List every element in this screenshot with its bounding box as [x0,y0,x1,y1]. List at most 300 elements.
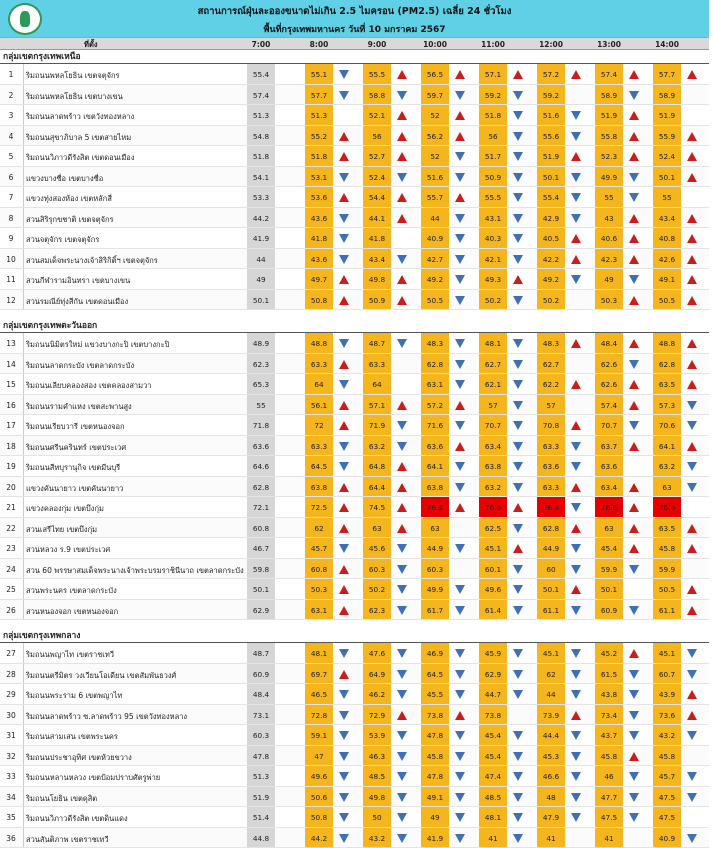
pm25-value: 70.7 [479,415,507,435]
pm25-value: 63.3 [537,436,565,456]
pm25-value: 48.3 [421,333,449,353]
hour-cell [595,228,655,248]
trend-down-icon [629,813,639,822]
pm25-value: 45.2 [595,643,623,663]
hour-cell [305,477,365,497]
trend-down-icon [571,565,581,574]
pm25-value: 73.6 [653,705,681,725]
hour-cell [595,538,655,558]
hour-cell [305,518,365,538]
pm25-value: 51.9 [595,105,623,125]
hour-cell [421,105,481,125]
trend-down-icon [513,690,523,699]
hour-cell [479,105,539,125]
hour-cell [363,436,423,456]
hour-cell [421,187,481,207]
hour-cell [479,456,539,476]
trend-down-icon [629,731,639,740]
station-row [0,497,709,518]
hour-cell [421,579,481,599]
trend-down-icon [339,752,349,761]
hour-cell [479,643,539,663]
trend-up-icon [629,752,639,761]
hour-cell [537,126,597,146]
pm25-value: 51.3 [305,105,333,125]
hour-cell [537,477,597,497]
hour-cell [421,600,481,620]
hour-cell [247,228,307,248]
station-row [0,436,709,457]
pm25-value: 51.8 [479,105,507,125]
trend-up-icon [629,503,639,512]
trend-up-icon [629,132,639,141]
hour-cell [305,664,365,684]
trend-down-icon [513,834,523,843]
pm25-value: 49.6 [479,579,507,599]
trend-down-icon [571,462,581,471]
trend-down-icon [571,173,581,182]
hour-cell [305,456,365,476]
station-name: ริมถนนนิมิตรใหม่ แขวงบางกะปิ เขตบางกะปิ [23,333,243,353]
hour-cell [595,807,655,827]
hour-cell [363,333,423,353]
pm25-value: 59.9 [595,559,623,579]
pm25-value: 62.2 [537,374,565,394]
hour-cell [305,807,365,827]
pm25-value: 42.7 [421,249,449,269]
pm25-value: 57.4 [247,85,275,105]
trend-down-icon [513,752,523,761]
hour-cell [479,333,539,353]
pm25-value: 70.7 [595,415,623,435]
trend-up-icon [629,544,639,553]
trend-down-icon [571,442,581,451]
hour-cell [479,228,539,248]
pm25-value: 49.8 [363,787,391,807]
hour-cell [363,208,423,228]
trend-down-icon [455,421,465,430]
trend-down-icon [513,401,523,410]
hour-cell [421,290,481,310]
trend-up-icon [339,275,349,284]
trend-down-icon [455,731,465,740]
trend-down-icon [397,731,407,740]
trend-up-icon [455,111,465,120]
pm25-value: 49.3 [479,269,507,289]
pm25-value: 43.9 [653,684,681,704]
trend-down-icon [455,772,465,781]
pm25-value: 76.6 [595,497,623,517]
pm25-value: 57.7 [653,64,681,84]
trend-down-icon [397,421,407,430]
trend-down-icon [455,649,465,658]
trend-down-icon [629,606,639,615]
hour-column-header: 9:00 [347,40,407,49]
pm25-value: 51.8 [305,146,333,166]
pm25-value: 47 [305,746,333,766]
pm25-value: 62.7 [479,354,507,374]
group-title: กลุ่มเขตกรุงเทพเหนือ [0,50,709,64]
trend-down-icon [397,752,407,761]
hour-cell [479,354,539,374]
station-number: 8 [0,214,22,223]
station-name: ริมถนนประชาอุทิศ เขตห้วยขวาง [23,746,243,766]
trend-down-icon [397,339,407,348]
hour-cell [537,187,597,207]
pm25-value: 49.7 [305,269,333,289]
hour-cell [537,436,597,456]
hour-cell [653,105,713,125]
hour-cell [537,228,597,248]
pm25-value: 60 [537,559,565,579]
station-row [0,415,709,436]
station-number: 33 [0,772,22,781]
pm25-value: 51.9 [537,146,565,166]
hour-cell [653,643,713,663]
pm25-value: 48.7 [363,333,391,353]
station-number: 2 [0,91,22,100]
pm25-value: 50.9 [363,290,391,310]
station-name: ริมถนนสุขาภิบาล 5 เขตสายไหม [23,126,243,146]
pm25-value: 63.4 [479,436,507,456]
pm25-value: 47.8 [421,725,449,745]
trend-up-icon [571,421,581,430]
pm25-value: 50.9 [479,167,507,187]
pm25-value: 41.9 [421,828,449,848]
hour-cell [247,126,307,146]
hour-cell [479,766,539,786]
hour-cell [479,415,539,435]
trend-down-icon [397,606,407,615]
trend-down-icon [513,442,523,451]
pm25-value: 45.8 [595,746,623,766]
hour-cell [363,559,423,579]
pm25-value: 49.2 [537,269,565,289]
pm25-value: 49.8 [363,269,391,289]
hour-cell [479,477,539,497]
trend-up-icon [571,255,581,264]
trend-up-icon [339,503,349,512]
hour-cell [247,684,307,704]
pm25-value: 60.1 [479,559,507,579]
trend-down-icon [687,834,697,843]
hour-cell [595,828,655,848]
hour-cell [363,85,423,105]
station-name: ริมถนนโยธิน เขตดุสิต [23,787,243,807]
hour-cell [363,269,423,289]
pm25-value: 49.9 [595,167,623,187]
hour-cell [421,559,481,579]
pm25-value: 44.2 [247,208,275,228]
pm25-value: 45.1 [537,643,565,663]
pm25-value: 73.1 [247,705,275,725]
pm25-value: 50.5 [653,290,681,310]
station-groups [0,50,709,848]
trend-down-icon [455,296,465,305]
hour-cell [479,167,539,187]
hour-cell [595,64,655,84]
pm25-value: 60.3 [421,559,449,579]
hour-cell [479,518,539,538]
hour-cell [537,333,597,353]
group-separator [0,310,709,319]
hour-cell [479,559,539,579]
station-number: 24 [0,565,22,574]
hour-cell [305,705,365,725]
hour-cell [537,705,597,725]
hour-cell [479,807,539,827]
trend-down-icon [455,339,465,348]
trend-up-icon [687,606,697,615]
hour-cell [421,146,481,166]
pm25-value: 62.8 [247,477,275,497]
hour-cell [305,208,365,228]
pm25-value: 63.5 [653,374,681,394]
pm25-value: 49.6 [305,766,333,786]
pm25-value: 63.3 [305,436,333,456]
hour-cell [537,456,597,476]
hour-cell [247,725,307,745]
pm25-value: 42.6 [653,249,681,269]
pm25-value: 51.7 [479,146,507,166]
pm25-value: 45.6 [363,538,391,558]
hour-cell [305,374,365,394]
trend-down-icon [513,111,523,120]
hour-cell [363,579,423,599]
hour-cell [595,705,655,725]
hour-cell [653,664,713,684]
trend-up-icon [629,111,639,120]
trend-down-icon [571,111,581,120]
pm25-value: 73.8 [421,705,449,725]
station-row [0,766,709,787]
hour-cell [537,269,597,289]
hour-cell [595,725,655,745]
trend-up-icon [513,275,523,284]
station-row [0,518,709,539]
pm25-value: 45.8 [653,538,681,558]
trend-down-icon [687,483,697,492]
trend-down-icon [455,752,465,761]
hour-cell [653,600,713,620]
station-name: ริมถนนสามเสน เขตพระนคร [23,725,243,745]
hour-cell [595,187,655,207]
station-name: สวนหนองจอก เขตหนองจอก [23,600,243,620]
trend-up-icon [571,339,581,348]
pm25-value: 72.5 [305,497,333,517]
pm25-value: 59.1 [305,725,333,745]
hour-cell [479,725,539,745]
group-rows [0,64,709,310]
pm25-value: 62 [305,518,333,538]
station-row [0,85,709,106]
hour-cell [479,684,539,704]
station-number: 14 [0,360,22,369]
trend-up-icon [455,401,465,410]
trend-up-icon [571,70,581,79]
pm25-value: 63.8 [421,477,449,497]
trend-down-icon [513,193,523,202]
pm25-value: 63.3 [537,477,565,497]
trend-down-icon [513,606,523,615]
pm25-value: 50.3 [595,290,623,310]
station-row [0,105,709,126]
pm25-value: 71.6 [421,415,449,435]
hour-cell [305,333,365,353]
hour-cell [305,828,365,848]
station-number: 25 [0,585,22,594]
pm25-value: 63.5 [653,518,681,538]
pm25-value: 48.8 [305,333,333,353]
trend-down-icon [513,214,523,223]
pm25-value: 62 [537,664,565,684]
pm25-value: 53.1 [305,167,333,187]
trend-down-icon [629,793,639,802]
station-number: 34 [0,793,22,802]
trend-up-icon [397,401,407,410]
station-row [0,787,709,808]
station-number: 6 [0,173,22,182]
pm25-value: 60.3 [363,559,391,579]
station-row [0,477,709,498]
pm25-value: 48 [537,787,565,807]
pm25-value: 46.5 [305,684,333,704]
hour-cell [653,559,713,579]
trend-down-icon [455,834,465,843]
station-name: ริมถนนพหลโยธิน เขตจตุจักร [23,64,243,84]
hour-cell [653,807,713,827]
trend-down-icon [455,360,465,369]
trend-down-icon [397,834,407,843]
trend-up-icon [687,442,697,451]
trend-up-icon [571,483,581,492]
pm25-value: 60.3 [247,725,275,745]
hour-cell [247,269,307,289]
station-row [0,269,709,290]
trend-up-icon [629,255,639,264]
pm25-value: 49.9 [421,579,449,599]
pm25-value: 45.7 [653,766,681,786]
hour-cell [247,167,307,187]
pm25-value: 44.4 [537,725,565,745]
pm25-value: 45.4 [595,538,623,558]
station-row [0,228,709,249]
trend-down-icon [687,462,697,471]
pm25-value: 52.4 [653,146,681,166]
trend-down-icon [571,544,581,553]
hour-cell [421,456,481,476]
trend-down-icon [455,606,465,615]
hour-cell [595,600,655,620]
pm25-value: 50.1 [595,579,623,599]
pm25-value: 64 [305,374,333,394]
hour-cell [305,85,365,105]
station-row [0,746,709,767]
trend-down-icon [571,503,581,512]
pm25-value: 54.1 [247,167,275,187]
station-row [0,354,709,375]
pm25-value: 70.6 [653,415,681,435]
trend-down-icon [687,772,697,781]
hour-cell [653,538,713,558]
trend-up-icon [513,503,523,512]
pm25-value: 43.6 [305,208,333,228]
hour-cell [247,518,307,538]
station-number: 10 [0,255,22,264]
pm25-value: 73.8 [479,705,507,725]
trend-down-icon [397,793,407,802]
hour-cell [595,126,655,146]
pm25-value: 46.6 [537,766,565,786]
hour-cell [421,643,481,663]
station-name: สวนพระนคร เขตลาดกระบัง [23,579,243,599]
pm25-value: 42.1 [479,249,507,269]
hour-cell [247,497,307,517]
station-row [0,456,709,477]
pm25-value: 63.3 [363,354,391,374]
pm25-value: 63.8 [479,456,507,476]
hour-cell [363,395,423,415]
pm25-value: 61.1 [653,600,681,620]
pm25-value: 45.4 [479,746,507,766]
pm25-value: 52.4 [363,167,391,187]
hour-cell [305,269,365,289]
pm25-value: 63.2 [653,456,681,476]
pm25-value: 45.8 [653,746,681,766]
hour-cell [363,249,423,269]
trend-down-icon [629,360,639,369]
pm25-value: 43.4 [363,249,391,269]
pm25-value: 52.7 [363,146,391,166]
hour-cell [305,559,365,579]
station-name: ริมถนนเลียบคลองสอง เขตคลองสามวา [23,374,243,394]
trend-down-icon [397,565,407,574]
pm25-value: 47.6 [363,643,391,663]
pm25-value: 55.8 [595,126,623,146]
hour-cell [421,395,481,415]
station-name: แขวงคันนายาว เขตคันนายาว [23,477,243,497]
hour-cell [537,374,597,394]
pm25-value: 50 [363,807,391,827]
hour-cell [653,249,713,269]
hour-cell [479,787,539,807]
station-name: สวน 60 พรรษาสมเด็จพระนางเจ้าพระบรมราชินีนาถ เขตลาดกระบัง [23,559,243,579]
hour-cell [247,415,307,435]
hour-cell [247,705,307,725]
hour-cell [363,643,423,663]
trend-up-icon [571,234,581,243]
station-row [0,538,709,559]
pm25-value: 64.6 [247,456,275,476]
hour-cell [537,746,597,766]
pm25-value: 63.1 [305,600,333,620]
pm25-value: 62.5 [479,518,507,538]
hour-cell [595,664,655,684]
hour-cell [479,249,539,269]
trend-up-icon [397,214,407,223]
trend-down-icon [339,544,349,553]
pm25-value: 61.7 [421,600,449,620]
hour-cell [247,828,307,848]
hour-cell [595,374,655,394]
pm25-value: 50.1 [247,290,275,310]
trend-up-icon [687,234,697,243]
trend-up-icon [397,503,407,512]
hour-column-header: 13:00 [579,40,639,49]
hour-cell [653,333,713,353]
station-row [0,290,709,311]
trend-up-icon [339,670,349,679]
